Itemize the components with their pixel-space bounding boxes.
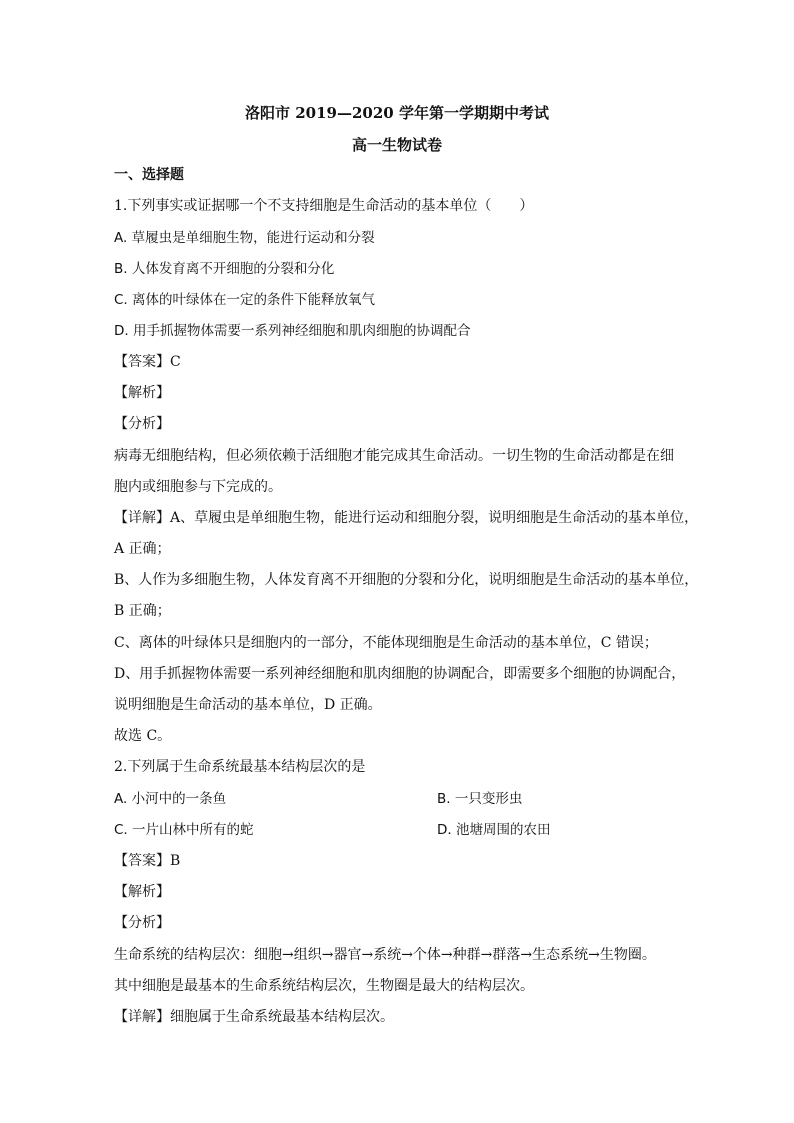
question-2-option-c: C. 一片山林中所有的蛇 [114,822,254,838]
question-2-stem: 2.下列属于生命系统最基本结构层次的是 [114,759,366,775]
question-2-option-d: D. 池塘周围的农田 [437,822,551,838]
question-1-analysis-line: 病毒无细胞结构，但必须依赖于活细胞才能完成其生命活动。一切生物的生命活动都是在细 [114,448,674,464]
question-2-option-b: B. 一只变形虫 [437,791,523,807]
question-1-detail-line: C、离体的叶绿体只是细胞内的一部分，不能体现细胞是生命活动的基本单位，C 错误； [114,635,658,651]
question-1-analysis-label: 【分析】 [114,416,170,432]
question-1-detail-line: 【详解】A、草履虫是单细胞生物，能进行运动和细胞分裂，说明细胞是生命活动的基本单位， [114,510,699,526]
question-1-answer: 【答案】C [114,354,181,370]
question-2-detail-line: 【详解】细胞属于生命系统最基本结构层次。 [114,1009,394,1025]
section-heading: 一、选择题 [114,167,184,183]
question-1-detail-line: D、用手抓握物体需要一系列神经细胞和肌肉细胞的协调配合，即需要多个细胞的协调配合， [114,666,686,682]
question-2-analysis-label: 【分析】 [114,915,170,931]
question-1-detail-line: 说明细胞是生命活动的基本单位，D 正确。 [114,697,382,713]
question-1-stem: 1.下列事实或证据哪一个不支持细胞是生命活动的基本单位（ ） [114,198,534,214]
question-1-option-b: B. 人体发育离不开细胞的分裂和分化 [114,261,335,277]
question-1-detail-line: B、人作为多细胞生物，人体发育离不开细胞的分裂和分化，说明细胞是生命活动的基本单位， [114,572,699,588]
question-2-option-a: A. 小河中的一条鱼 [114,791,227,807]
question-1-option-d: D. 用手抓握物体需要一系列神经细胞和肌肉细胞的协调配合 [114,323,471,339]
question-2-answer: 【答案】B [114,853,181,869]
question-2-analysis-line: 生命系统的结构层次：细胞→组织→器官→系统→个体→种群→群落→生态系统→生物圈。 [114,947,656,963]
question-1-analysis-line: 胞内或细胞参与下完成的。 [114,479,282,495]
question-2-analysis-line: 其中细胞是最基本的生命系统结构层次，生物圈是最大的结构层次。 [114,978,534,994]
question-1-explanation-label: 【解析】 [114,385,170,401]
exam-subtitle: 高一生物试卷 [351,136,442,154]
question-1-option-c: C. 离体的叶绿体在一定的条件下能释放氧气 [114,292,376,308]
question-2-explanation-label: 【解析】 [114,884,170,900]
question-1-detail-line: B 正确； [114,603,171,619]
question-1-detail-line: A 正确； [114,541,171,557]
question-1-conclusion: 故选 C。 [114,728,172,744]
question-1-option-a: A. 草履虫是单细胞生物，能进行运动和分裂 [114,230,375,246]
exam-title: 洛阳市 2019—2020 学年第一学期期中考试 [245,104,549,122]
